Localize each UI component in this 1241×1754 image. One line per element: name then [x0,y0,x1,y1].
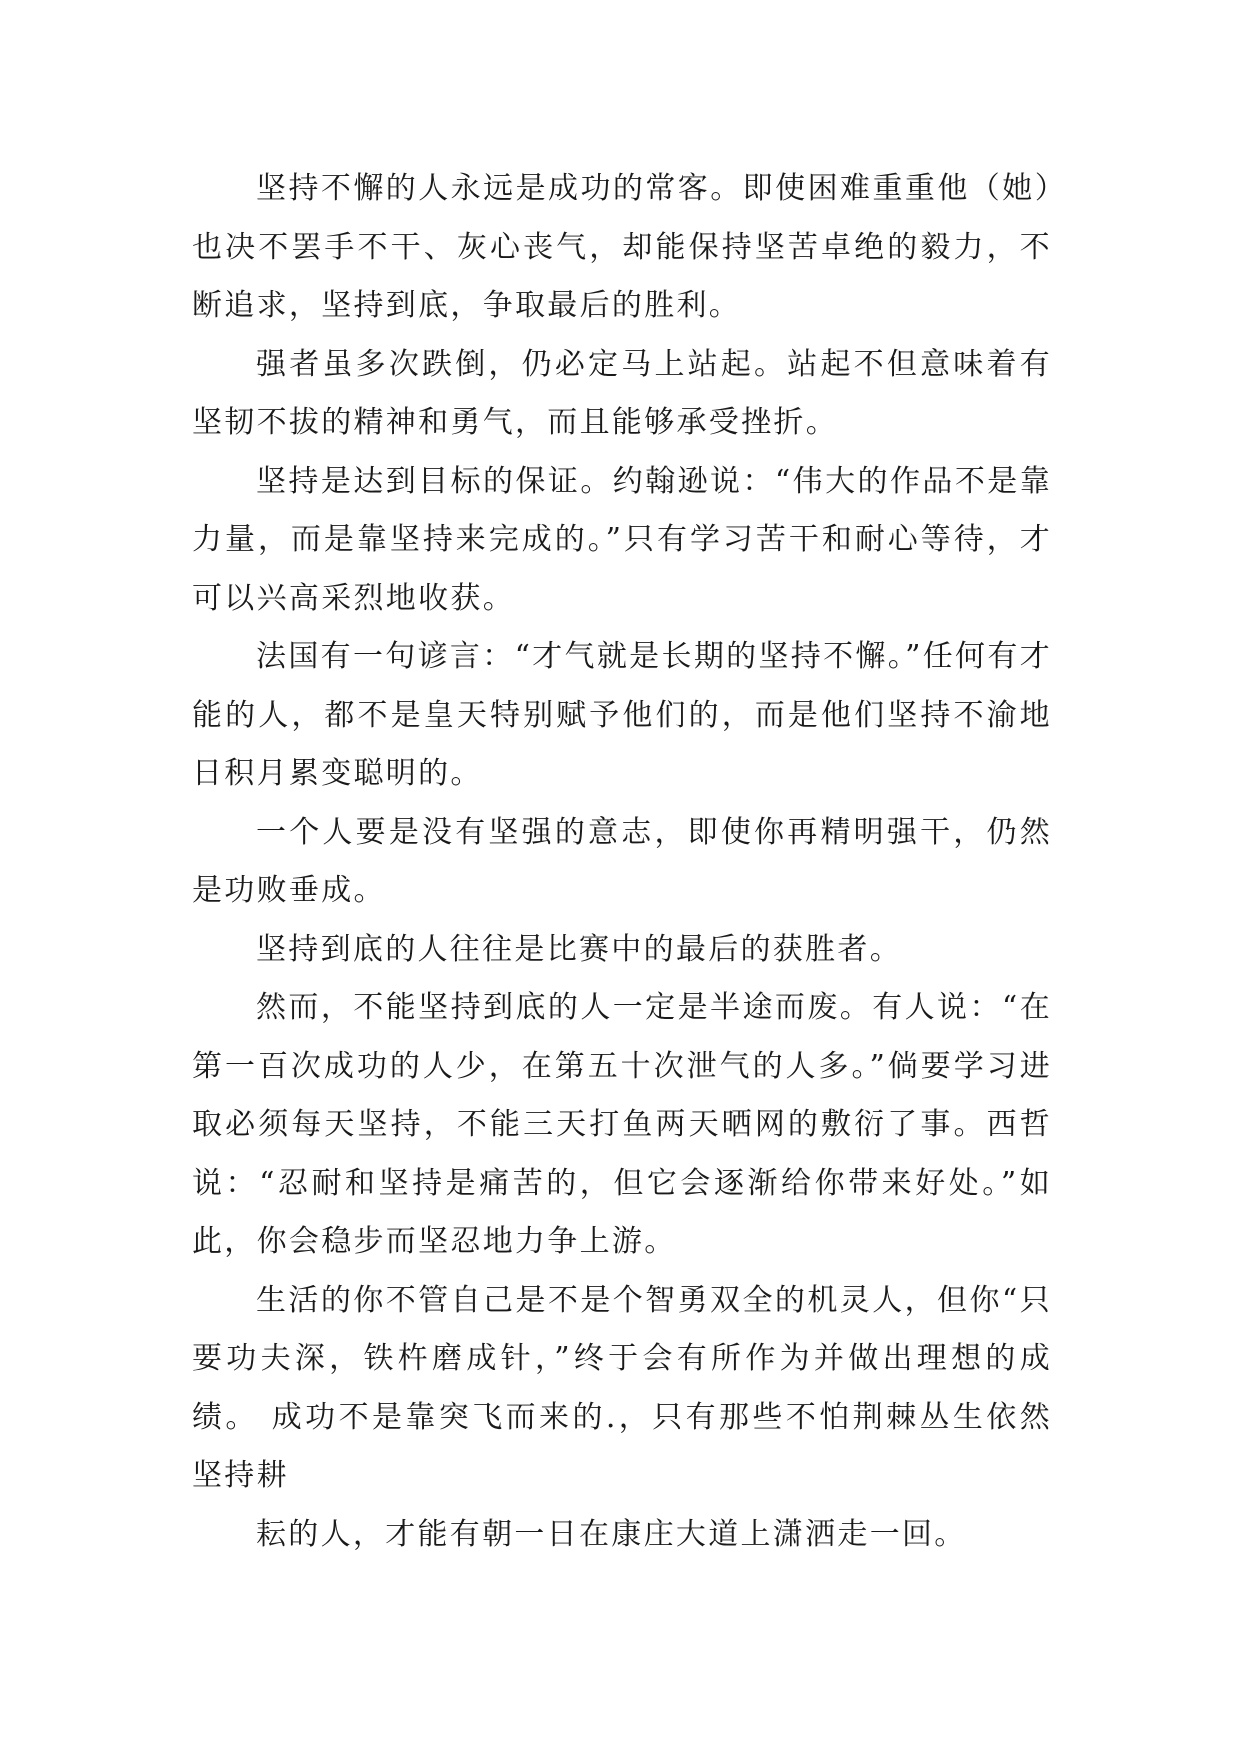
paragraph-2: 强者虽多次跌倒，仍必定马上站起。站起不但意味着有坚韧不拔的精神和勇气，而且能够承受挫折。 [192,346,1052,440]
paragraph-5: 一个人要是没有坚强的意志，即使你再精明强干，仍然是功败垂成。 [192,814,1052,908]
paragraph-9: 耘的人，才能有朝一日在康庄大道上潇洒走一回。 [256,1516,967,1552]
paragraph-1: 坚持不懈的人永远是成功的常客。即使困难重重他（她）也决不罢手不干、灰心丧气，却能保持坚苦卓绝的毅力，不断追求，坚持到底，争取最后的胜利。 [192,171,1052,323]
paragraph-3: 坚持是达到目标的保证。约翰逊说：“伟大的作品不是靠力量，而是靠坚持来完成的。”只有学习苦干和耐心等待，才可以兴高采烈地收获。 [192,463,1052,616]
document-body [192,160,1052,1564]
paragraph-6: 坚持到底的人往往是比赛中的最后的获胜者。 [256,931,902,967]
paragraph-8: 生活的你不管自己是不是个智勇双全的机灵人，但你“只要功夫深，铁杵磨成针，”终于会有所作为并做出理想的成绩。 成功不是靠突飞而来的.，只有那些不怕荆棘丛生依然坚持耕 [192,1282,1052,1493]
paragraph-4: 法国有一句谚言：“才气就是长期的坚持不懈。”任何有才能的人，都不是皇天特别赋予他们的，而是他们坚持不渝地日积月累变聪明的。 [192,639,1052,791]
paragraph-7: 然而，不能坚持到底的人一定是半途而废。有人说：“在第一百次成功的人少，在第五十次泄气的人多。”倘要学习进取必须每天坚持，不能三天打鱼两天晒网的敷衍了事。西哲说：“忍耐和坚持是痛苦的，但它会逐渐给你带来好处。”如此，你会稳步而坚忍地力争上游。 [192,990,1052,1259]
